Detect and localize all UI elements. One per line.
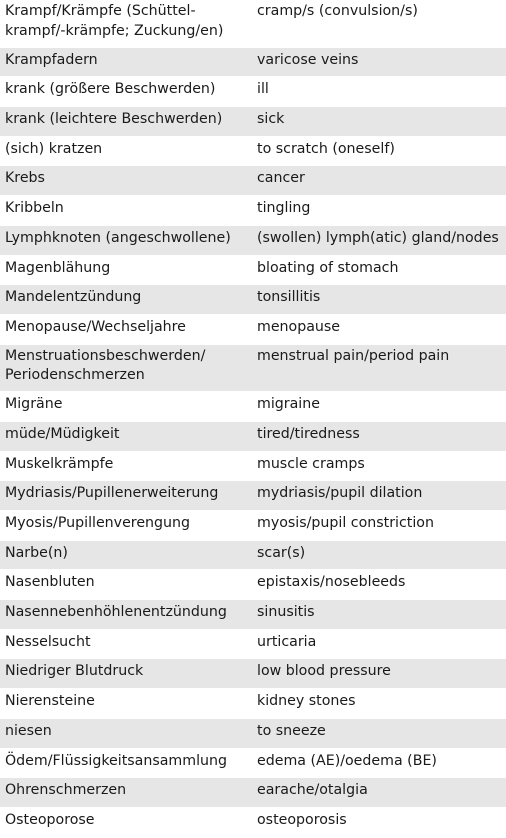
english-term: [250, 107, 506, 137]
english-term-text: scar(s): [257, 544, 306, 561]
english-term-text: menopause: [257, 318, 341, 335]
german-term: [0, 570, 250, 600]
table-row: [0, 807, 506, 837]
table-row: [0, 392, 506, 422]
english-term: [250, 451, 506, 481]
german-term-text: Muskelkrämpfe: [5, 455, 114, 472]
table-row: [0, 255, 506, 285]
table-row: [0, 451, 506, 481]
english-term: [250, 47, 506, 77]
table-row: [0, 285, 506, 315]
english-term: [250, 392, 506, 422]
table-row: [0, 540, 506, 570]
english-term-text: sinusitis: [257, 604, 315, 621]
german-term: [0, 540, 250, 570]
german-term: [0, 481, 250, 511]
german-term-text: Mandelentzündung: [5, 289, 142, 306]
german-term-text: Niedriger Blutdruck: [5, 663, 144, 680]
english-term-text: edema (AE)/oedema (BE): [257, 752, 437, 769]
german-term: [0, 511, 250, 541]
german-term: [0, 255, 250, 285]
table-row: [0, 77, 506, 107]
table-row: [0, 570, 506, 600]
german-term-text: Ödem/Flüssigkeitsansammlung: [5, 752, 228, 769]
table-row: [0, 629, 506, 659]
german-term: [0, 166, 250, 196]
german-term-text: Menopause/Wechseljahre: [5, 318, 186, 335]
table-row: [0, 718, 506, 748]
german-term: [0, 225, 250, 255]
english-term-text: bloating of stomach: [257, 259, 399, 276]
german-term-text: Osteoporose: [5, 811, 95, 828]
german-term-text: Menstruationsbeschwerden/ Periodenschmerzen: [5, 347, 206, 384]
german-term-text: Lymphknoten (angeschwollene): [5, 229, 231, 246]
table-row: [0, 748, 506, 778]
english-term-text: myosis/pupil constriction: [257, 515, 434, 531]
table-row: [0, 344, 506, 392]
english-term-text: sick: [257, 111, 285, 128]
german-term: [0, 344, 250, 392]
table-row: [0, 225, 506, 255]
english-term-text: kidney stones: [257, 693, 356, 710]
table-row: [0, 600, 506, 630]
table-row: [0, 481, 506, 511]
english-term-text: to scratch (oneself): [257, 140, 395, 157]
english-term: [250, 285, 506, 315]
german-term-text: Nasenbluten: [5, 574, 95, 591]
english-term: [250, 659, 506, 689]
german-term-text: Kribbeln: [5, 200, 64, 217]
german-term-text: Migräne: [5, 396, 63, 413]
english-term: [250, 421, 506, 451]
english-term-text: epistaxis/nosebleeds: [257, 574, 406, 591]
german-term: [0, 748, 250, 778]
german-term-text: Ohrenschmerzen: [5, 782, 127, 799]
english-term-text: migraine: [257, 396, 320, 413]
english-term-text: to sneeze: [257, 722, 326, 739]
german-term: [0, 451, 250, 481]
table-row: [0, 659, 506, 689]
table-row: [0, 689, 506, 719]
english-term: [250, 136, 506, 166]
english-term: [250, 166, 506, 196]
german-term: [0, 421, 250, 451]
german-term: [0, 196, 250, 226]
german-term: [0, 77, 250, 107]
english-term-text: low blood pressure: [257, 663, 391, 680]
german-term: [0, 392, 250, 422]
german-term: [0, 689, 250, 719]
german-term-text: Narbe(n): [5, 544, 68, 561]
german-term-text: Mydriasis/Pupillenerweiterung: [5, 485, 219, 502]
english-term: [250, 570, 506, 600]
german-term: [0, 136, 250, 166]
english-term: [250, 748, 506, 778]
english-term: [250, 689, 506, 719]
english-term: [250, 600, 506, 630]
table-row: [0, 0, 506, 47]
table-row: [0, 47, 506, 77]
english-term: [250, 540, 506, 570]
german-term: [0, 718, 250, 748]
german-term: [0, 629, 250, 659]
english-term-text: tired/tiredness: [257, 425, 360, 442]
german-term: [0, 285, 250, 315]
english-term: [250, 225, 506, 255]
german-term-text: krank (leichtere Beschwerden): [5, 111, 223, 128]
table-row: [0, 107, 506, 137]
german-term-text: Magenblähung: [5, 259, 111, 276]
english-term-text: (swollen) lymph(atic) gland/nodes: [257, 229, 499, 246]
german-term-text: müde/Müdigkeit: [5, 425, 120, 442]
german-term-text: Nasennebenhöhlenentzündung: [5, 604, 227, 621]
german-term-text: krank (größere Beschwerden): [5, 81, 216, 98]
german-term-text: Myosis/Pupillenverengung: [5, 515, 191, 531]
english-term-text: cramp/s (convulsion/s): [257, 3, 418, 19]
table-row: [0, 511, 506, 541]
table-row: [0, 421, 506, 451]
table-row: [0, 136, 506, 166]
english-term-text: urticaria: [257, 633, 317, 650]
english-term: [250, 511, 506, 541]
english-term: [250, 77, 506, 107]
german-term: [0, 47, 250, 77]
german-term-text: Nierensteine: [5, 693, 95, 710]
german-term-text: Nesselsucht: [5, 633, 91, 650]
german-term-text: Krampfadern: [5, 51, 98, 68]
english-term: [250, 0, 506, 47]
english-term: [250, 718, 506, 748]
table-row: [0, 196, 506, 226]
english-term-text: menstrual pain/period pain: [257, 347, 450, 364]
english-term: [250, 481, 506, 511]
german-term-text: (sich) kratzen: [5, 140, 103, 157]
german-term: [0, 107, 250, 137]
english-term-text: tingling: [257, 200, 311, 217]
english-term: [250, 314, 506, 344]
english-term-text: earache/otalgia: [257, 782, 368, 799]
english-term-text: varicose veins: [257, 51, 359, 68]
english-term-text: ill: [257, 81, 269, 98]
table-row: [0, 166, 506, 196]
english-term-text: osteoporosis: [257, 811, 347, 828]
german-term: [0, 659, 250, 689]
english-term-text: cancer: [257, 170, 305, 187]
english-term: [250, 196, 506, 226]
german-term-text: Krebs: [5, 170, 45, 187]
english-term: [250, 344, 506, 392]
english-term: [250, 807, 506, 837]
german-term: [0, 0, 250, 47]
german-term: [0, 600, 250, 630]
english-term: [250, 629, 506, 659]
german-term-text: niesen: [5, 722, 52, 739]
english-term-text: tonsillitis: [257, 289, 321, 306]
english-term-text: mydriasis/pupil dilation: [257, 485, 423, 502]
english-term: [250, 255, 506, 285]
german-term: [0, 807, 250, 837]
english-term-text: muscle cramps: [257, 455, 365, 472]
german-term: [0, 314, 250, 344]
table-row: [0, 314, 506, 344]
german-term-text: Krampf/Krämpfe (Schüttel- krampf/-krämpfe; Zuckung/en): [5, 3, 224, 39]
